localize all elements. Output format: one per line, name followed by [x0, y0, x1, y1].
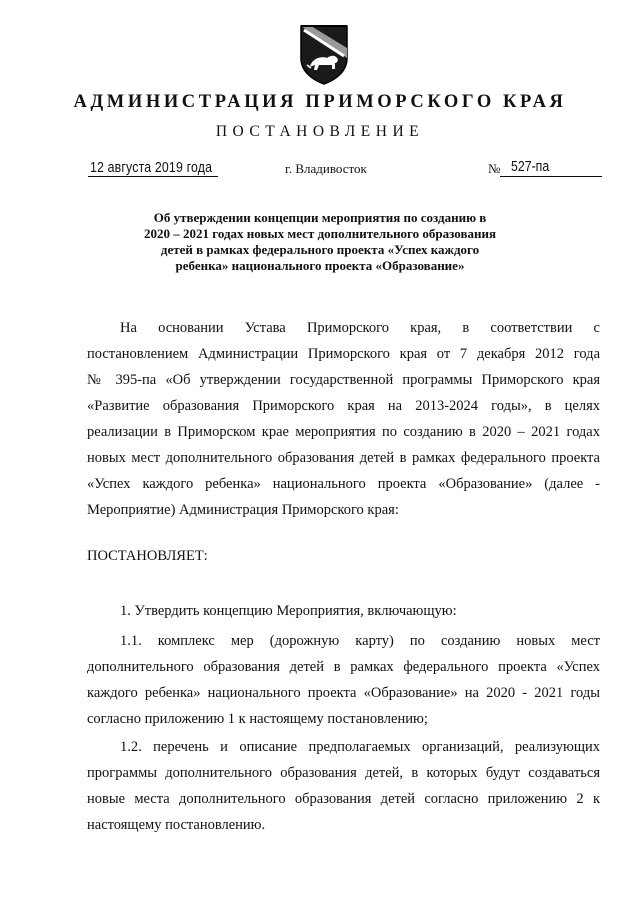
- primorsky-krai-coat-of-arms-icon: [295, 22, 353, 86]
- preamble-paragraph: [87, 315, 600, 523]
- document-type: ПОСТАНОВЛЕНИЕ: [215, 123, 425, 140]
- preamble-line: № 395-па «Об утверждении государственной программы Приморского края: [87, 372, 600, 388]
- title-line: 2020 – 2021 годах новых мест дополнительного образования: [144, 226, 496, 241]
- item-1-1-paragraph: [87, 628, 600, 732]
- document-date: 12 августа 2019 года: [90, 160, 213, 176]
- item-1-1-line: согласно приложению 1 к настоящему постановлению;: [87, 711, 428, 727]
- item-1-2-paragraph: [87, 734, 600, 838]
- item-1-2-line: настоящему постановлению.: [87, 817, 266, 833]
- preamble-line: На основании Устава Приморского края, в соответствии с: [120, 320, 600, 336]
- preamble-line: реализации в Приморском крае мероприятия по созданию в 2020 – 2021 годах: [87, 424, 600, 440]
- number-underline: [500, 176, 602, 177]
- item-1-1-line: каждого ребенка» национального проекта «Образование» на 2020 - 2021 годы: [87, 685, 600, 701]
- preamble-line: «Развитие образования Приморского края на 2013-2024 годы», в целях: [87, 398, 600, 414]
- document-city: г. Владивосток: [285, 161, 367, 176]
- item-1-2-line: 1.2. перечень и описание предполагаемых организаций, реализующих: [120, 739, 600, 755]
- title-line: детей в рамках федерального проекта «Успех каждого: [160, 242, 480, 257]
- document-title: [110, 210, 530, 274]
- item-1-1-line: дополнительного образования детей в рамках федерального проекта «Успех: [87, 659, 600, 675]
- number-label: №: [488, 161, 501, 176]
- agency-name: АДМИНИСТРАЦИЯ ПРИМОРСКОГО КРАЯ: [73, 92, 567, 112]
- item-1-2-line: новые места дополнительного образования детей согласно приложению 2 к: [87, 791, 600, 807]
- preamble-line: Мероприятие) Администрация Приморского края:: [87, 502, 399, 518]
- resolves-heading: ПОСТАНОВЛЯЕТ:: [87, 548, 208, 564]
- item-1-1-line: 1.1. комплекс мер (дорожную карту) по созданию новых мест: [120, 633, 600, 649]
- title-line: ребенка» национального проекта «Образование»: [175, 258, 465, 273]
- preamble-line: новых мест дополнительного образования детей в рамках федерального проекта: [87, 450, 600, 466]
- item-1-2-line: программы дополнительного образования детей, в которых будут создаваться: [87, 765, 600, 781]
- title-line: Об утверждении концепции мероприятия по созданию в: [153, 210, 487, 225]
- document-number: 527-па: [511, 159, 550, 175]
- preamble-line: постановлением Администрации Приморского края от 7 декабря 2012 года: [87, 346, 600, 362]
- preamble-line: «Успех каждого ребенка» национального проекта «Образование» (далее -: [87, 476, 600, 492]
- date-underline: [88, 176, 218, 177]
- item-1: 1. Утвердить концепцию Мероприятия, включающую:: [120, 603, 457, 619]
